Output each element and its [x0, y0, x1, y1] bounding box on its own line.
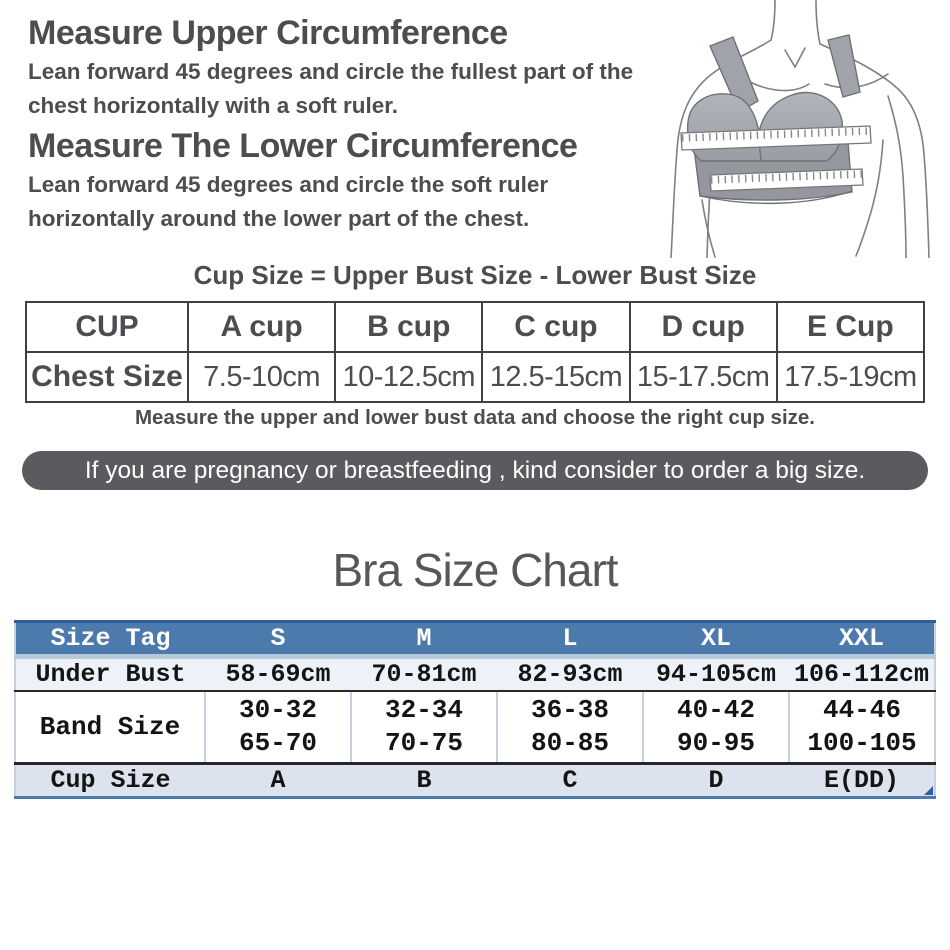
lower-circumference-title: Measure The Lower Circumference	[28, 127, 578, 165]
bra-cups	[688, 93, 843, 161]
table-cell: A	[205, 764, 351, 798]
table-cell: Size Tag	[15, 622, 205, 657]
table-cell	[497, 691, 643, 764]
band-size-cm: 100-105	[807, 728, 917, 758]
table-cell: CUP	[26, 302, 188, 352]
band-size-inch: 32-34	[384, 695, 463, 725]
cup-table-header-row	[26, 302, 924, 352]
cup-table-value-row	[26, 352, 924, 402]
measure-instructions	[28, 12, 673, 238]
cup-size-formula: Cup Size = Upper Bust Size - Lower Bust Size	[193, 260, 757, 290]
pregnancy-banner: If you are pregnancy or breastfeeding , kind consider to order a big size.	[22, 451, 928, 490]
table-cell: XL	[643, 622, 789, 657]
under-bust-row	[15, 657, 935, 692]
table-cell: B	[351, 764, 497, 798]
table-cell	[643, 691, 789, 764]
bra-strap-right	[828, 35, 860, 97]
table-cell: Cup Size	[15, 764, 205, 798]
upper-circumference-title: Measure Upper Circumference	[28, 14, 508, 52]
table-cell: C	[497, 764, 643, 798]
band-size-inch: 30-32	[238, 695, 317, 725]
table-cell	[789, 691, 935, 764]
band-size-row	[15, 691, 935, 764]
table-cell: D	[643, 764, 789, 798]
table-cell: D cup	[630, 302, 777, 352]
band-size-inch: 44-46	[822, 695, 901, 725]
table-cell: Band Size	[15, 691, 205, 764]
size-chart-header-row	[15, 622, 935, 657]
table-cell: E(DD)	[789, 764, 935, 798]
table-cell: E Cup	[777, 302, 924, 352]
lower-circumference-body: Lean forward 45 degrees and circle the soft ruler horizontally around the lower part of the chest.	[28, 172, 549, 231]
table-cell: B cup	[335, 302, 482, 352]
table-cell: 12.5-15cm	[482, 352, 629, 402]
band-size-cm: 70-75	[384, 728, 463, 758]
table-cell: 7.5-10cm	[188, 352, 335, 402]
bra-size-chart-table	[14, 620, 936, 799]
table-cell: Chest Size	[26, 352, 188, 402]
table-cell: A cup	[188, 302, 335, 352]
table-cell: 10-12.5cm	[335, 352, 482, 402]
table-cell: 82-93cm	[497, 657, 643, 692]
table-cell: L	[497, 622, 643, 657]
table-cell: 94-105cm	[643, 657, 789, 692]
band-size-inch: 36-38	[530, 695, 609, 725]
table-cell: S	[205, 622, 351, 657]
table-cell: Under Bust	[15, 657, 205, 692]
table-cell: C cup	[482, 302, 629, 352]
band-size-cm: 65-70	[238, 728, 317, 758]
table-cell: M	[351, 622, 497, 657]
table-cell: 17.5-19cm	[777, 352, 924, 402]
table-cell: 70-81cm	[351, 657, 497, 692]
table-cell: 106-112cm	[789, 657, 935, 692]
band-size-inch: 40-42	[676, 695, 755, 725]
cup-size-table	[25, 301, 925, 403]
cup-size-row	[15, 764, 935, 798]
bra-size-chart-title: Bra Size Chart	[332, 544, 618, 596]
bra-measurement-illustration	[655, 0, 950, 258]
table-cell: 58-69cm	[205, 657, 351, 692]
table-cell	[205, 691, 351, 764]
table-cell: XXL	[789, 622, 935, 657]
table-cell: 15-17.5cm	[630, 352, 777, 402]
band-size-cm: 80-85	[530, 728, 609, 758]
band-size-cm: 90-95	[676, 728, 755, 758]
cup-choice-note: Measure the upper and lower bust data and choose the right cup size.	[134, 406, 816, 429]
table-corner-handle-icon	[924, 786, 933, 795]
table-cell	[351, 691, 497, 764]
upper-circumference-body: Lean forward 45 degrees and circle the fullest part of the chest horizontally with a soft ruler.	[28, 59, 634, 118]
